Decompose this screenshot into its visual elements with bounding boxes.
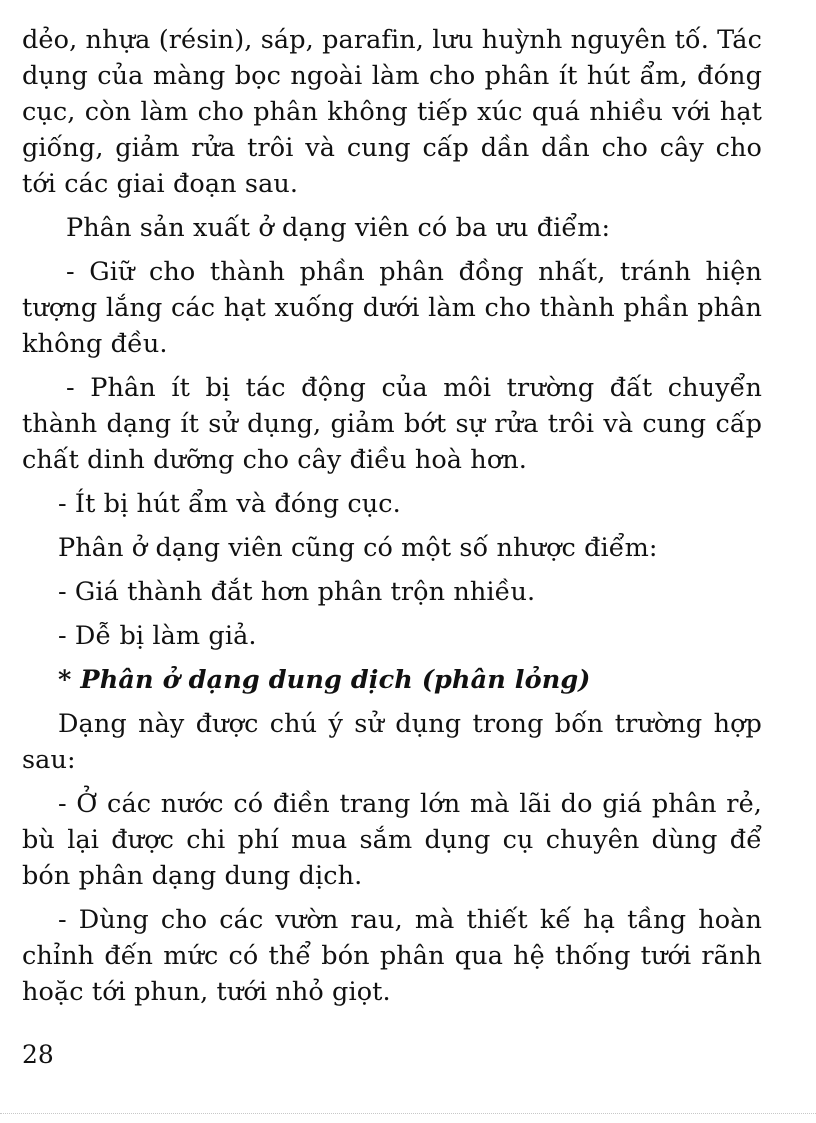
section-heading-liquid-fertilizer: * Phân ở dạng dung dịch (phân lỏng) <box>58 665 591 695</box>
page-number: 28 <box>22 1040 54 1069</box>
list-item-liquid-gardens: - Dùng cho các vườn rau, mà thiết kế hạ tầng hoàn chỉnh đến mức có thể bón phân qua hệ thống tưới rãnh hoặc tới phun, tưới nhỏ giọt. <box>22 905 762 1007</box>
list-item-liquid-plantations: - Ở các nước có điền trang lớn mà lãi do giá phân rẻ, bù lại được chi phí mua sắm dụng cụ chuyên dùng để bón phân dạng dung dịch. <box>22 789 762 891</box>
list-item-advantage-soil: - Phân ít bị tác động của môi trường đất chuyển thành dạng ít sử dụng, giảm bớt sự rửa trôi và cung cấp chất dinh dưỡng cho cây điều hoà hơn. <box>22 373 762 475</box>
list-item-disadvantage-price: - Giá thành đắt hơn phân trộn nhiều. <box>58 577 536 607</box>
list-item-advantage-moisture: - Ít bị hút ẩm và đóng cục. <box>58 489 401 519</box>
list-item-disadvantage-fake: - Dễ bị làm giả. <box>58 621 257 651</box>
page-body <box>22 22 762 1010</box>
paragraph-pellet-advantages-intro: Phân sản xuất ở dạng viên có ba ưu điểm: <box>66 213 611 243</box>
paragraph-liquid-use-cases: Dạng này được chú ý sử dụng trong bốn trường hợp sau: <box>22 709 762 775</box>
paragraph-coating-effects: dẻo, nhựa (résin), sáp, parafin, lưu huỳnh nguyên tố. Tác dụng của màng bọc ngoài làm cho phân ít hút ẩm, đóng cục, còn làm cho phân không tiếp xúc quá nhiều với hạt giống, giảm rửa trôi và cung cấp dần dần cho cây cho tới các giai đoạn sau. <box>22 25 762 199</box>
paragraph-pellet-disadvantages-intro: Phân ở dạng viên cũng có một số nhược điểm: <box>58 533 658 563</box>
scan-edge-divider <box>0 1113 816 1115</box>
list-item-advantage-uniform: - Giữ cho thành phần phân đồng nhất, tránh hiện tượng lắng các hạt xuống dưới làm cho thành phần phân không đều. <box>22 257 762 359</box>
